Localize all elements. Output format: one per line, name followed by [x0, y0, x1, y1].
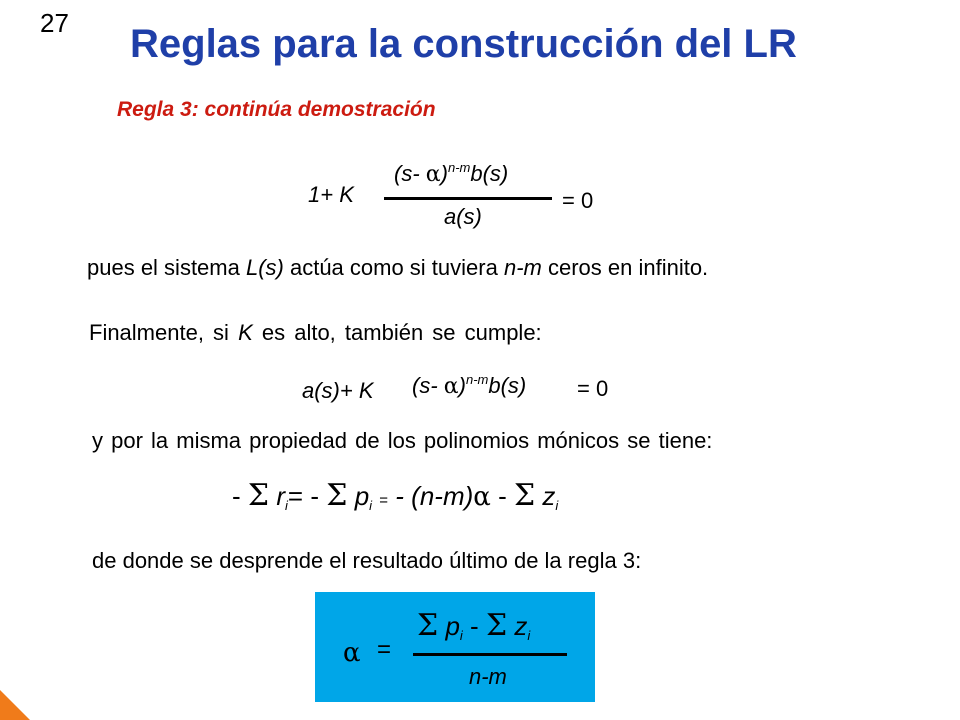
alpha-symbol: α	[473, 482, 491, 512]
sigma-symbol: Σ	[485, 608, 508, 643]
result-numerator: Σ $p_i$ - Σ $z_i$	[417, 608, 531, 643]
sigma-symbol: Σ	[247, 478, 270, 513]
eq2-lhs: a(s)+ K	[302, 378, 374, 403]
alpha-symbol: α	[343, 638, 361, 668]
eq2-term: (s- α)$^{n-m}$b(s)	[412, 372, 527, 399]
slide-subtitle: Regla 3: continúa demostración	[117, 98, 436, 121]
sigma-symbol: Σ	[417, 608, 439, 643]
text-propiedad: y por la misma propiedad de los polinomios mónicos se tiene:	[92, 428, 713, 453]
slide-number: 27	[40, 8, 69, 38]
text-pues: pues el sistema L(s) actúa como si tuviera n-m ceros en infinito.	[87, 255, 709, 280]
eq1-numerator: (s- α)$^{n-m}$b(s)	[394, 160, 509, 187]
eq1-fraction-bar	[384, 197, 552, 200]
result-equals: =	[377, 636, 392, 663]
sigma-symbol: Σ	[326, 478, 348, 513]
sigma-symbol: Σ	[513, 478, 536, 513]
eq1-denominator: a(s)	[444, 204, 482, 229]
corner-decoration	[0, 690, 30, 720]
result-fraction-bar	[413, 653, 567, 656]
eq1-lhs: 1+ K	[308, 182, 354, 207]
slide-title: Reglas para la construcción del LR	[130, 22, 797, 66]
text-donde: de donde se desprende el resultado último de la regla 3:	[92, 548, 642, 573]
result-denominator: n-m	[469, 664, 507, 689]
eq2-rhs: = 0	[577, 376, 609, 401]
alpha-symbol: α	[443, 374, 459, 399]
eq1-rhs: = 0	[562, 188, 594, 213]
alpha-symbol: α	[425, 162, 441, 187]
equation-3: - Σ $r_i= - \Sigma$ $p_i$ = - (n-m)α - Σ $z_i$	[232, 478, 559, 513]
text-finalmente: Finalmente, si K es alto, también se cumple:	[89, 320, 542, 345]
result-box	[315, 592, 595, 702]
